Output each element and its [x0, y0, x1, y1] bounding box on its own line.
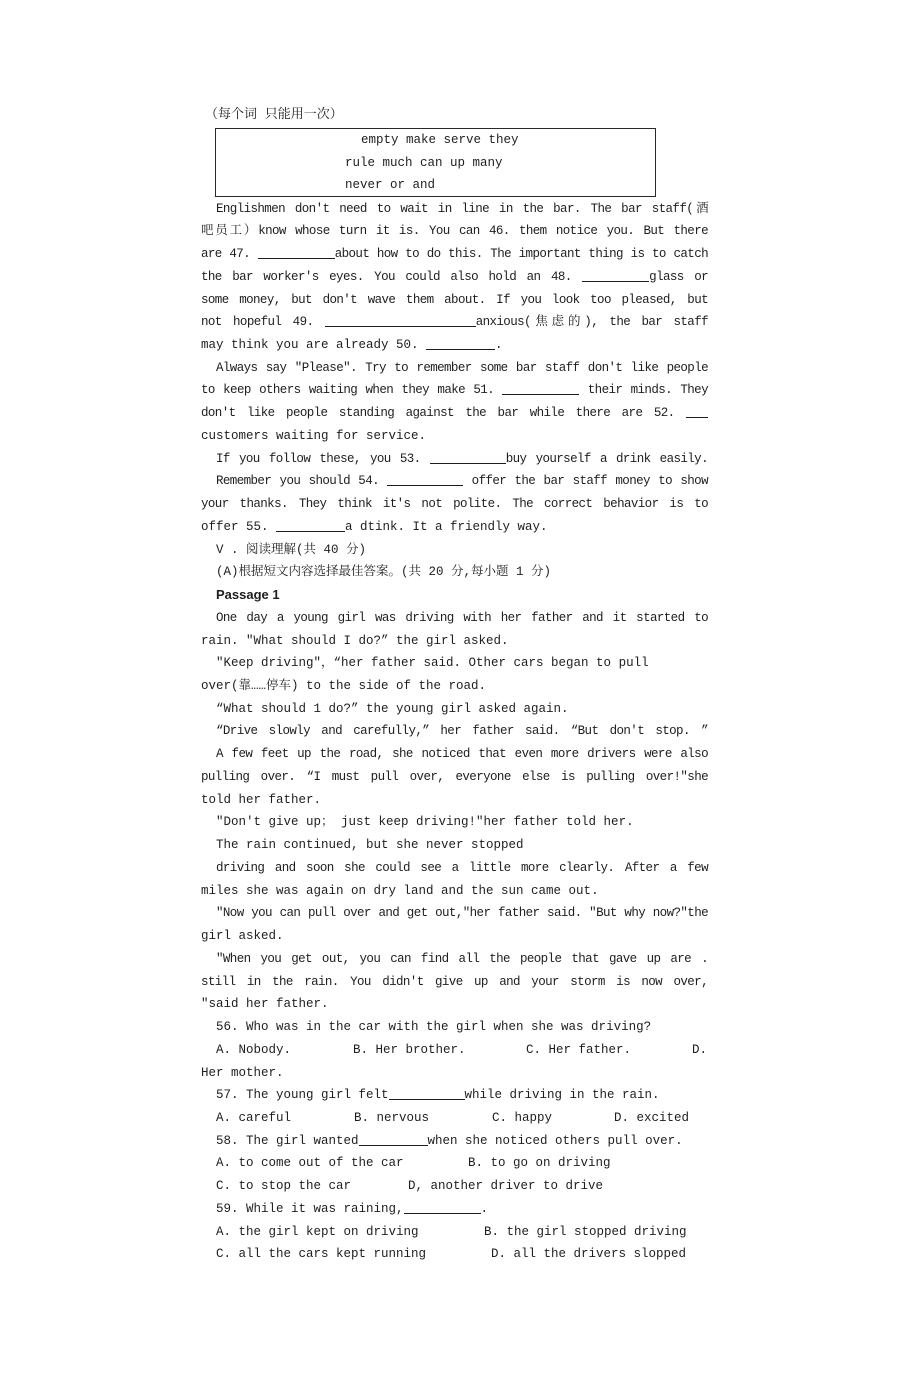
cloze-text: offer the bar staff money to show [463, 474, 708, 489]
question-options-59-ab [201, 1221, 708, 1244]
cloze-text: a dtink. It a friendly way. [345, 519, 548, 534]
cloze-text: may think you are already 50. [201, 338, 427, 352]
passage-line: “Drive slowly and carefully,” her father said. “But don't stop. ” [216, 724, 708, 739]
question-options-56 [201, 1039, 708, 1062]
passage-line: "Now you can pull over and get out,"her father said. "But why now?"the [216, 906, 708, 921]
option-a: A. to come out of the car [216, 1156, 404, 1171]
word-bank-line: never or and [345, 178, 436, 192]
passage-line: told her father. [201, 792, 322, 807]
passage-line: "said her father. [201, 997, 329, 1012]
passage-line: girl asked. [201, 929, 284, 944]
cloze-text: If you follow these, you 53. [216, 451, 430, 466]
cloze-line [201, 448, 708, 471]
cloze-text: . [495, 338, 503, 352]
passage-line: miles she was again on dry land and the sun came out. [201, 883, 599, 898]
cloze-text: Remember you should 54. [216, 474, 388, 489]
question-stem-59 [201, 1198, 708, 1221]
cloze-line [201, 402, 708, 425]
cloze-line [201, 379, 708, 402]
option-c: C. Her father. [526, 1042, 632, 1057]
passage-line: over(靠……停车) to the side of the road. [201, 679, 487, 694]
passage-line: A few feet up the road, she noticed that even more drivers were also [216, 747, 708, 762]
cloze-line [201, 198, 708, 221]
cloze-line [201, 289, 708, 312]
answer-blank-49 [325, 315, 476, 327]
cloze-text: some money, but don't wave them about. If you look too pleased, but [201, 292, 708, 307]
question-stem-56 [201, 1016, 708, 1039]
passage-line: One day a young girl was driving with her father and it started to [216, 610, 708, 625]
option-b: B. Her brother. [353, 1042, 466, 1057]
passage-line: pulling over. “I must pull over, everyone else is pulling over!"she [201, 769, 708, 784]
cloze-text: the bar worker's eyes. You could also hold an 48. [201, 269, 583, 284]
option-a: A. Nobody. [216, 1042, 292, 1057]
answer-blank-52 [686, 406, 708, 418]
cloze-line [201, 357, 708, 380]
word-bank-instruction: （每个词 只能用一次） [205, 107, 343, 122]
option-a: A. careful [216, 1110, 292, 1125]
option-d-continued: Her mother. [201, 1065, 284, 1080]
cloze-text: offer 55. [201, 519, 277, 534]
cloze-line [201, 334, 708, 357]
answer-blank-58 [359, 1134, 428, 1146]
passage-line: “What should 1 do?” the young girl asked again. [216, 701, 569, 716]
passage-line: "Don't give up； just keep driving!"her father told her. [216, 815, 634, 830]
cloze-text: 吧员工）know whose turn it is. You can 46. them notice you. But there [201, 224, 708, 239]
question-text: when she noticed others pull over. [427, 1133, 683, 1148]
cloze-line [201, 311, 708, 334]
passage-line: "Keep driving"，“her father said. Other cars began to pull [216, 656, 649, 671]
part-instruction: (A)根据短文内容选择最佳答案。(共 20 分,每小题 1 分) [216, 565, 552, 580]
answer-blank-51 [502, 383, 579, 395]
cloze-text: are 47. [201, 247, 258, 262]
question-stem-57 [201, 1084, 708, 1107]
word-bank-line: rule much can up many [345, 155, 503, 170]
cloze-text: anxious(焦虑的), the bar staff [475, 315, 708, 330]
exam-body [201, 198, 708, 1267]
option-c: C. all the cars kept running [216, 1247, 427, 1262]
answer-blank-55 [276, 520, 345, 532]
option-b: B. the girl stopped driving [484, 1224, 687, 1239]
cloze-text: their minds. They [579, 383, 708, 398]
cloze-line [201, 470, 708, 493]
cloze-line [201, 243, 708, 266]
cloze-line [201, 493, 708, 516]
answer-blank-50 [426, 338, 495, 350]
word-bank-line: empty make serve they [361, 133, 519, 147]
option-d: D. [692, 1042, 708, 1057]
question-stem-58 [201, 1130, 708, 1153]
answer-blank-57 [389, 1088, 465, 1100]
option-a: A. the girl kept on driving [216, 1224, 419, 1239]
answer-blank-47 [258, 247, 335, 259]
option-b: B. nervous [354, 1110, 430, 1125]
cloze-text: Always say "Please". Try to remember some bar staff don't like people [216, 360, 708, 375]
option-c: C. happy [492, 1110, 553, 1125]
question-options-57 [201, 1107, 708, 1130]
passage-line: still in the rain. You didn't give up and your storm is now over, [201, 974, 708, 989]
cloze-text: to keep others waiting when they make 51. [201, 383, 503, 398]
question-options-58-cd [201, 1175, 708, 1198]
question-options-58-ab [201, 1152, 708, 1175]
cloze-text: buy yourself a drink easily. [505, 451, 708, 466]
cloze-text: not hopeful 49. [201, 315, 325, 330]
question-text: while driving in the rain. [464, 1088, 660, 1103]
section-title: V . 阅读理解(共 40 分) [216, 542, 367, 557]
passage-line: The rain continued, but she never stopped [216, 838, 524, 853]
answer-blank-48 [582, 270, 649, 282]
question-text: 57. The young girl felt [216, 1088, 389, 1103]
cloze-line [201, 516, 708, 539]
cloze-line [201, 425, 708, 448]
question-text: . [480, 1201, 489, 1216]
cloze-text: customers waiting for service. [201, 428, 427, 443]
word-bank-box [215, 128, 656, 197]
answer-blank-54 [387, 474, 463, 486]
option-c: C. to stop the car [216, 1179, 352, 1194]
passage-title: Passage 1 [216, 587, 280, 603]
cloze-text: about how to do this. The important thing is to catch [334, 247, 708, 262]
cloze-text: Englishmen don't need to wait in line in the bar. The bar staff(酒 [216, 201, 708, 216]
cloze-line [201, 266, 708, 289]
question-text: 59. While it was raining, [216, 1201, 404, 1216]
answer-blank-59 [404, 1202, 481, 1214]
cloze-text: your thanks. They think it's not polite. The correct behavior is to [201, 497, 708, 512]
cloze-text: glass or [649, 269, 708, 284]
answer-blank-53 [430, 452, 506, 464]
option-d: D. all the drivers slopped [491, 1247, 687, 1262]
option-d: D, another driver to drive [408, 1179, 604, 1194]
question-text: 56. Who was in the car with the girl when she was driving? [216, 1020, 652, 1035]
cloze-line [201, 220, 708, 243]
option-d: D. excited [614, 1110, 690, 1125]
question-text: 58. The girl wanted [216, 1133, 359, 1148]
passage-line: "When you get out, you can find all the people that gave up are . [216, 951, 708, 966]
passage-line: rain. "What should I do?” the girl asked. [201, 633, 509, 648]
cloze-text: don't like people standing against the bar while there are 52. [201, 406, 686, 421]
passage-line: driving and soon she could see a little more clearly. After a few [216, 860, 708, 875]
option-b: B. to go on driving [468, 1156, 611, 1171]
question-options-59-cd [201, 1243, 708, 1266]
